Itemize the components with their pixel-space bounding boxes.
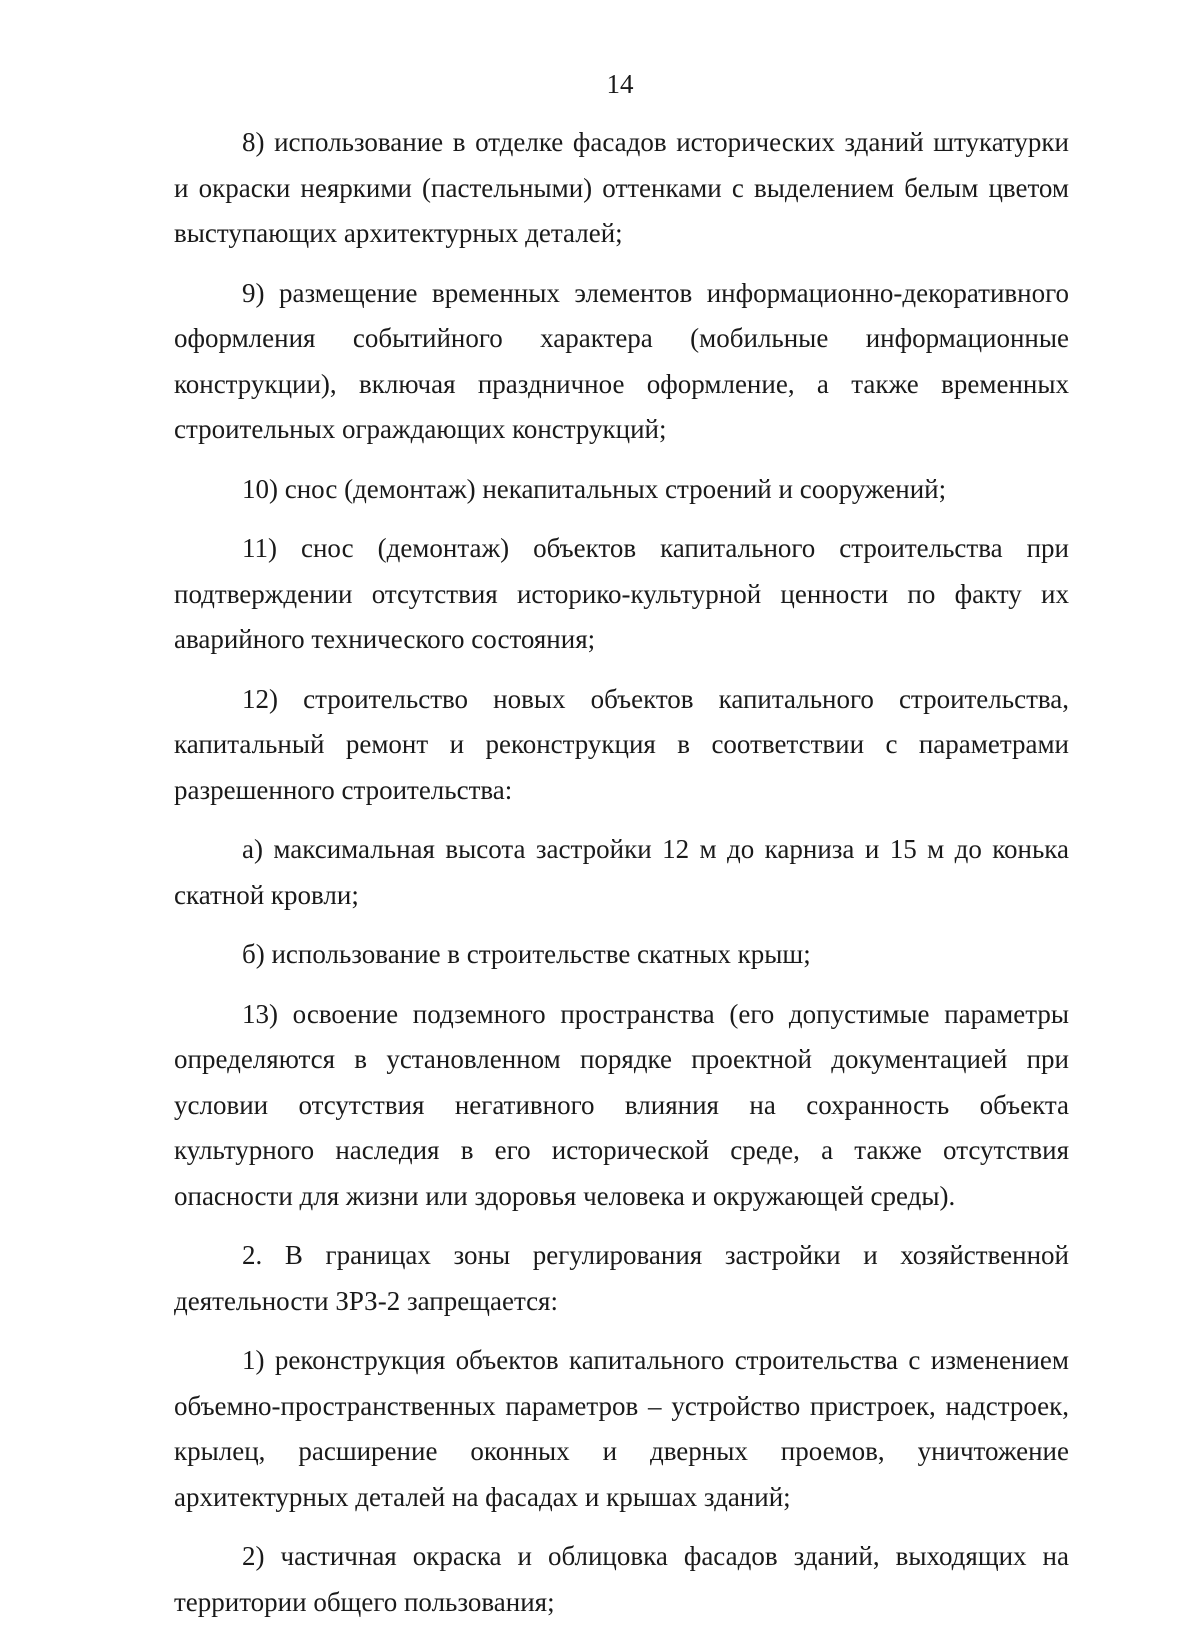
page-number: 14 [606,69,634,99]
paragraph-item-8: 8) использование в отделке фасадов исторических зданий штукатурки и окраски неяркими (пастельными) оттенками с выделением белым цветом выступающих архитектурных деталей; [174,127,1069,248]
paragraph-subitem-b: б) использование в строительстве скатных крыш; [242,939,811,969]
paragraph-section-2: 2. В границах зоны регулирования застройки и хозяйственной деятельности ЗРЗ-2 запрещается: [174,1240,1069,1316]
paragraph-subitem-a: а) максимальная высота застройки 12 м до карниза и 15 м до конька скатной кровли; [174,834,1069,910]
paragraph-item-11: 11) снос (демонтаж) объектов капитального строительства при подтверждении отсутствия историко-культурной ценности по факту их аварийного технического состояния; [174,533,1069,654]
paragraph-prohibition-1: 1) реконструкция объектов капитального строительства с изменением объемно-пространственных параметров – устройство пристроек, надстроек, крылец, расширение оконных и дверных проемов, уничтожение архитектурных деталей на фасадах и крышах зданий; [174,1345,1069,1512]
document-body [174,120,1069,1639]
paragraph-item-9: 9) размещение временных элементов информационно-декоративного оформления событийного характера (мобильные информационные конструкции), включая праздничное оформление, а также временных строительных ограждающих конструкций; [174,277,1069,444]
paragraph-item-13: 13) освоение подземного пространства (его допустимые параметры определяются в установленном порядке проектной документацией при условии отсутствия негативного влияния на сохранность объекта культурного наследия в его исторической среде, а также отсутствия опасности для жизни или здоровья человека и окружающей среды). [174,998,1069,1211]
paragraph-item-10: 10) снос (демонтаж) некапитальных строений и сооружений; [242,473,947,504]
paragraph-item-12: 12) строительство новых объектов капитального строительства, капитальный ремонт и реконструкция в соответствии с параметрами разрешенного строительства: [174,683,1069,805]
paragraph-prohibition-2: 2) частичная окраска и облицовка фасадов зданий, выходящих на территории общего пользования; [174,1541,1069,1617]
